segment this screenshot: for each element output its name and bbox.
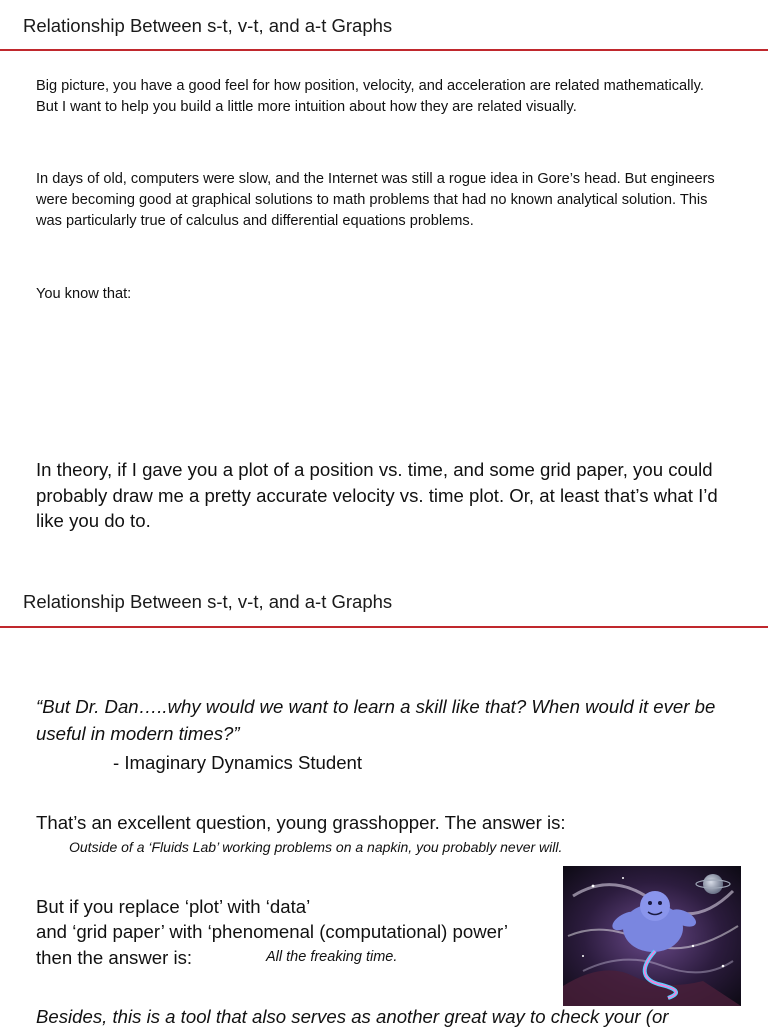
paragraph-intro: Big picture, you have a good feel for how position, velocity, and acceleration are related mathematically. But I want to help you build a little more intuition about how they are related visually. (36, 78, 704, 115)
title-divider (0, 626, 768, 628)
paragraph-history: In days of old, computers were slow, and the Internet was still a rogue idea in Gore’s head. But engineers were becoming good at graphical solutions to math problems that had no known analytical solution. This was particularly true of calculus and differential equations problems. (36, 171, 715, 229)
paragraph-theory: In theory, if I gave you a plot of a position vs. time, and some grid paper, you could probably draw me a pretty accurate velocity vs. time plot. Or, at least that’s what I’d like you do to. (36, 459, 718, 531)
slide-title: Relationship Between s-t, v-t, and a-t Graphs (23, 591, 393, 612)
replace-line-2: and ‘grid paper’ with ‘phenomenal (computational) power’ (36, 921, 508, 942)
slide-title: Relationship Between s-t, v-t, and a-t Graphs (23, 15, 393, 36)
replace-line-3: then the answer is: (36, 947, 193, 968)
answer-note: Outside of a ‘Fluids Lab’ working problems on a napkin, you probably never will. (69, 839, 563, 855)
paragraph-you-know: You know that: (36, 286, 132, 300)
student-quote: “But Dr. Dan…..why would we want to learn a skill like that? When would it ever be useful in modern times?” (36, 696, 716, 744)
replace-line-1: But if you replace ‘plot’ with ‘data’ (36, 896, 311, 917)
quote-attribution: - Imaginary Dynamics Student (113, 752, 363, 773)
answer-intro: That’s an excellent question, young grasshopper. The answer is: (36, 812, 566, 833)
closing-line: Besides, this is a tool that also serves as another great way to check your (or (36, 1006, 669, 1027)
genie-illustration (563, 866, 741, 1006)
replace-line-3-note: All the freaking time. (266, 949, 398, 965)
